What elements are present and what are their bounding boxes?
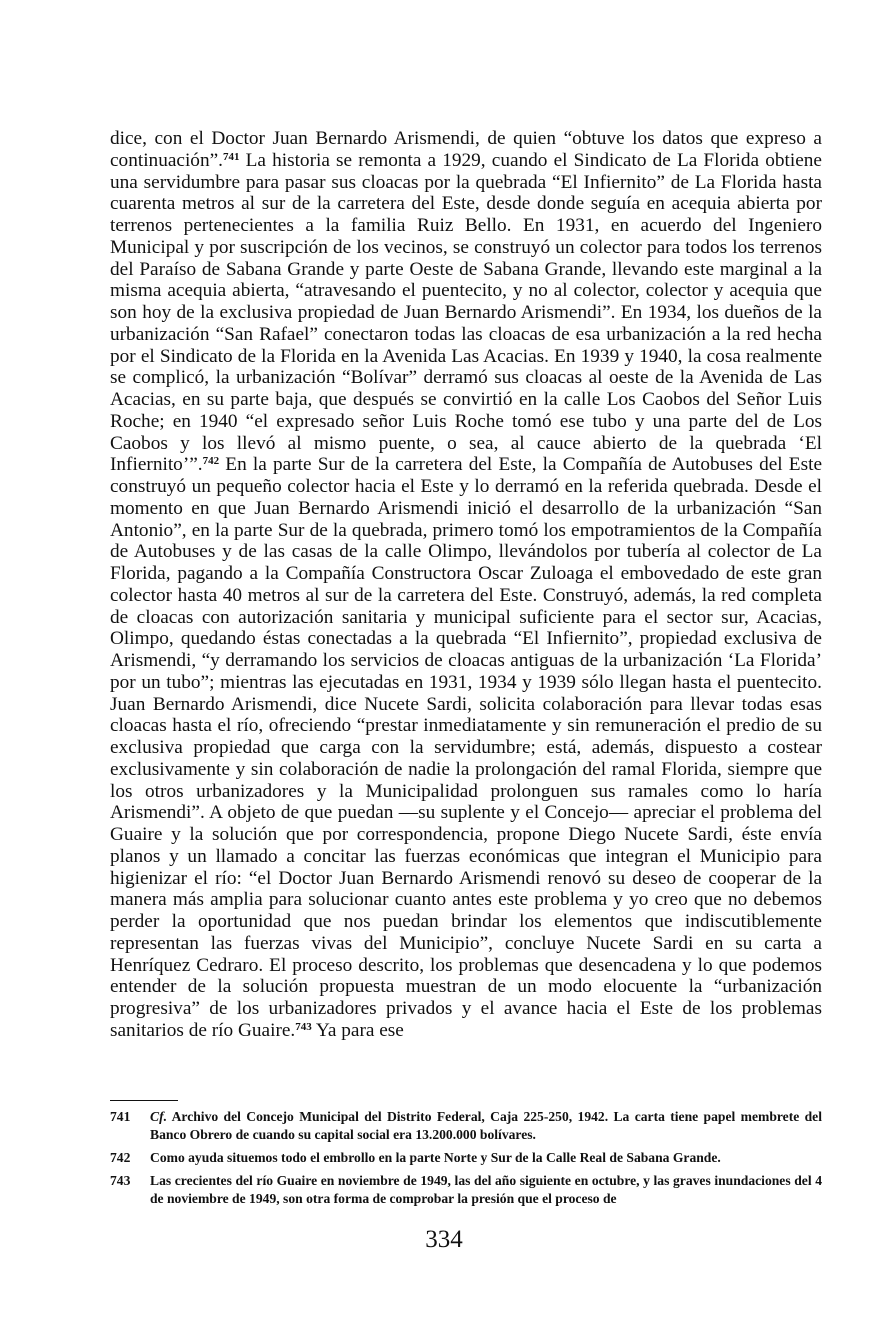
footnote-number: 741 (110, 1109, 131, 1124)
main-text-block (110, 128, 822, 1042)
footnotes (110, 1108, 822, 1213)
footnote-743 (110, 1172, 822, 1208)
footnote-741 (110, 1108, 822, 1144)
footnote-text: Como ayuda situemos todo el embrollo en la parte Norte y Sur de la Calle Real de Sabana Grande. (150, 1150, 721, 1165)
text-segment-3: En la parte Sur de la carretera del Este, la Compañía de Autobuses del Este construyó un pequeño colector hacia el Este y lo derramó en la referida quebrada. Desde el momento en que Juan Bernardo Arismendi inició el desarrollo de la urbanización “San Antonio”, en la parte Sur de la quebrada, primero tomó los empotramientos de la Compañía de Autobuses y de las casas de la calle Olimpo, llevándolos por tubería al colector de La Florida, pagando a la Compañía Constructora Oscar Zuloaga el embovedado de este gran colector hasta 40 metros al sur de la carretera del Este. Construyó, además, la red completa de cloacas con autorización sanitaria y municipal suficiente para el sector sur, Acacias, Olimpo, quedando éstas conectadas a la quebrada “El Infiernito”, propiedad exclusiva de Arismendi, “y derramando los servicios de cloacas antiguas de la urbanización ‘La Florida’ por un tubo”; mientras las ejecutadas en 1931, 1934 y 1939 sólo llegan hasta el puentecito. Juan Bernardo Arismendi, dice Nucete Sardi, solicita colaboración para llevar todas esas cloacas hasta el río, ofreciendo “prestar inmediatamente y sin remuneración el predio de su exclusiva propiedad que carga con la servidumbre; está, además, dispuesto a costear exclusivamente y sin colaboración de nadie la prolongación del ramal Florida, siempre que los otros urbanizadores y la Municipalidad prolonguen sus ramales como lo haría Arismendi”. A objeto de que puedan —su suplente y el Concejo— apreciar el problema del Guaire y la solución que por correspondencia, propone Diego Nucete Sardi, éste envía planos y un llamado a concitar las fuerzas económicas que integran el Municipio para higienizar el río: “el Doctor Juan Bernardo Arismendi renovó su deseo de cooperar de la manera más amplia para solucionar cuanto antes este problema y yo creo que no debemos perder la oportunidad que nos puedan brindar los elementos que indiscutiblemente representan las fuerzas vivas del Municipio”, concluye Nucete Sardi en su carta a Henríquez Cedraro. El proceso descrito, los problemas que desencadena y lo que podemos entender de la solución propuesta muestran de un modo elocuente la “urbanización progresiva” de los urbanizadores privados y el avance hacia el Este de los problemas sanitarios de río Guaire. (110, 454, 822, 1041)
footnote-ref-741: 741 (222, 150, 240, 163)
footnote-number: 743 (110, 1173, 131, 1188)
footnote-separator (110, 1100, 178, 1101)
footnote-ref-742: 742 (202, 455, 220, 468)
footnote-ref-743: 743 (295, 1020, 312, 1033)
text-segment-4: Ya para ese (311, 1019, 404, 1041)
footnote-742 (110, 1149, 822, 1167)
main-paragraph (110, 128, 822, 1042)
footnote-text: Las crecientes del río Guaire en noviembre de 1949, las del año siguiente en octubre, y las graves inundaciones del 4 de noviembre de 1949, son otra forma de comprobar la presión que el proceso de (150, 1173, 822, 1206)
page-number: 334 (425, 1226, 463, 1253)
text-segment-1: dice, con el Doctor Juan Bernardo Arismendi, de quien “obtuve los datos que expreso a continuación”. (110, 128, 822, 171)
footnote-text (150, 1108, 822, 1144)
text-segment-2: La historia se remonta a 1929, cuando el Sindicato de La Florida obtiene una servidumbre para pasar sus cloacas por la quebrada “El Infiernito” de La Florida hasta cuarenta metros al sur de la carretera del Este, desde donde seguía en acequia abierta por terrenos pertenecientes a la familia Ruiz Bello. En 1931, en acuerdo del Ingeniero Municipal y por suscripción de los vecinos, se construyó un colector para todos los terrenos del Paraíso de Sabana Grande y parte Oeste de Sabana Grande, llevando este marginal a la misma acequia abierta, “atravesando el puentecito, y no al colector, colector y acequia que son hoy de la exclusiva propiedad de Juan Bernardo Arismendi”. En 1934, los dueños de la urbanización “San Rafael” conectaron todas las cloacas de esa urbanización a la red hecha por el Sindicato de la Florida en la Avenida Las Acacias. En 1939 y 1940, la cosa realmente se complicó, la urbanización “Bolívar” derramó sus cloacas al oeste de la Avenida de Las Acacias, en su parte baja, que después se convirtió en la calle Los Caobos del Señor Luis Roche; en 1940 “el expresado señor Luis Roche tomó ese tubo y una parte del de Los Caobos y los llevó al mismo puente, o sea, al cauce abierto de la quebrada ‘El Infiernito’”. (110, 149, 822, 476)
footnote-body: Archivo del Concejo Municipal del Distrito Federal, Caja 225-250, 1942. La carta tiene papel membrete del Banco Obrero de cuando su capital social era 13.200.000 bolívares. (150, 1109, 822, 1142)
footnote-cf: Cf. (150, 1109, 167, 1124)
footnote-number: 742 (110, 1150, 131, 1165)
